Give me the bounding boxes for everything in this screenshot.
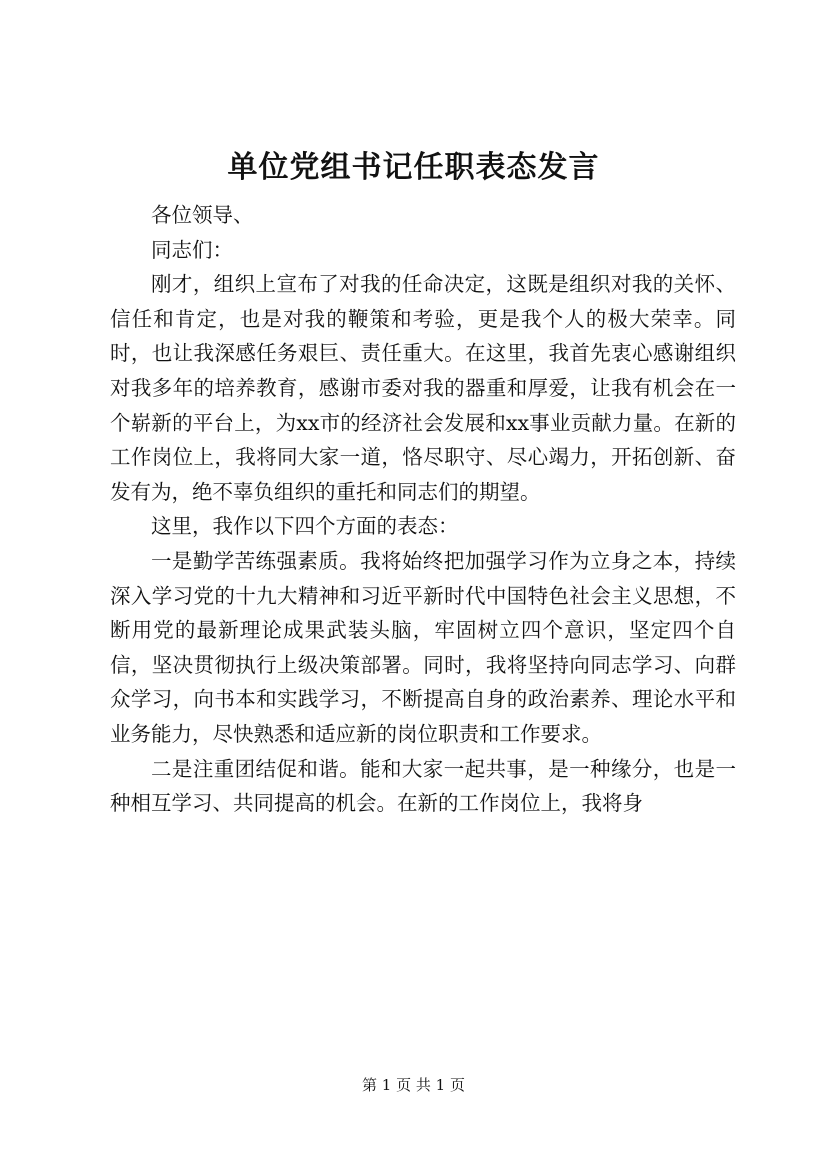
salutation-comrades: 同志们： — [151, 237, 233, 262]
paragraph-appointment: 刚才，组织上宣布了对我的任命决定，这既是组织对我的关怀、信任和肯定，也是对我的鞭策和考验，更是我个人的极大荣幸。同时，也让我深感任务艰巨、责任重大。在这里，我首先衷心感谢组织对我多年的培养教育，感谢市委对我的器重和厚爱，让我有机会在一个崭新的平台上，为xx市的经济社会发展和xx事业贡献力量。在新的工作岗位上，我将同大家一道，恪尽职守、尽心竭力，开拓创新、奋发有为，绝不辜负组织的重托和同志们的期望。 — [110, 272, 736, 504]
page-number-footer: 第 1 页 共 1 页 — [362, 1076, 465, 1094]
paragraph-point-one: 一是勤学苦练强素质。我将始终把加强学习作为立身之本，持续深入学习党的十九大精神和习近平新时代中国特色社会主义思想，不断用党的最新理论成果武装头脑，牢固树立四个意识，坚定四个自信，坚决贯彻执行上级决策部署。同时，我将坚持向同志学习、向群众学习，向书本和实践学习，不断提高自身的政治素养、理论水平和业务能力，尽快熟悉和适应新的岗位职责和工作要求。 — [110, 548, 736, 746]
salutation-leaders: 各位领导、 — [151, 203, 254, 227]
paragraph-point-two: 二是注重团结促和谐。能和大家一起共事，是一种缘分，也是一种相互学习、共同提高的机会。在新的工作岗位上，我将身 — [110, 756, 736, 816]
document-body — [110, 198, 736, 821]
paragraph-intro: 这里，我作以下四个方面的表态： — [151, 514, 459, 539]
document-title: 单位党组书记任职表态发言 — [227, 150, 600, 185]
